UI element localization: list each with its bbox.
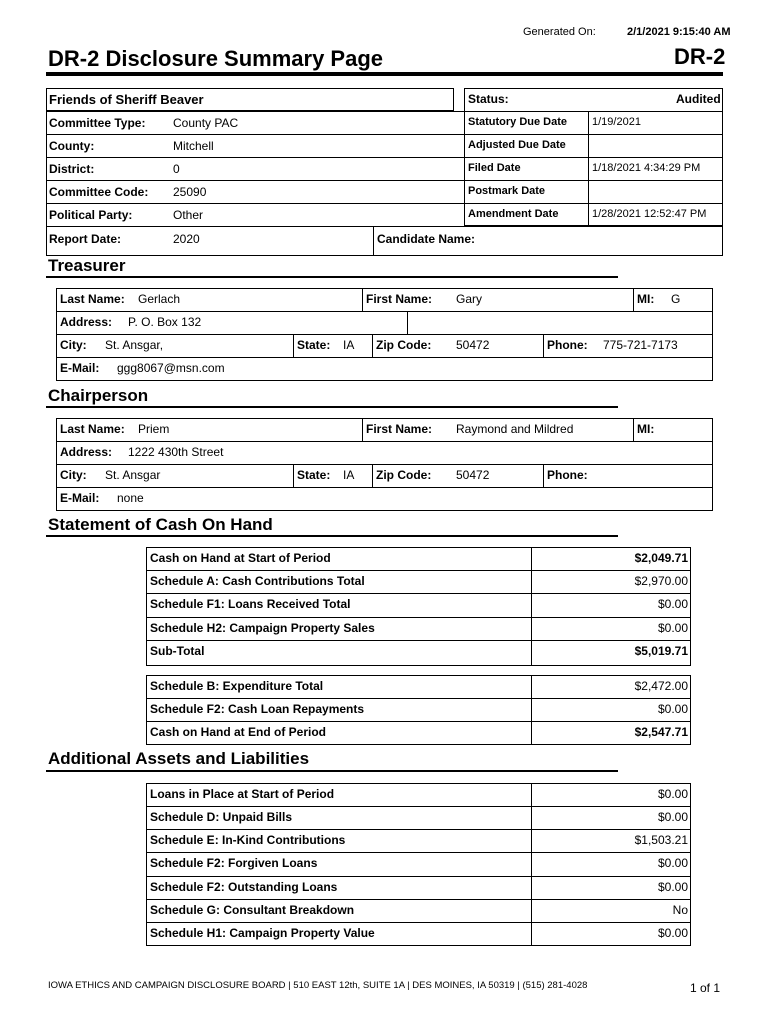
amendment-date-value: 1/28/2021 12:52:47 PM [592, 208, 707, 220]
treasurer-state-label: State: [297, 338, 331, 352]
assets-row-value: No [672, 903, 688, 917]
treasurer-address: P. O. Box 132 [128, 315, 202, 329]
cash-row-value: $0.00 [657, 597, 688, 611]
treasurer-city-label: City: [60, 338, 87, 352]
chairperson-state-label: State: [297, 468, 331, 482]
postmark-date-label: Postmark Date [468, 185, 546, 197]
assets-row-label: Schedule E: In-Kind Contributions [150, 833, 346, 847]
status-badge: Audited [676, 92, 721, 106]
candidate-name-label: Candidate Name: [377, 232, 476, 246]
treasurer-first: Gary [456, 292, 483, 306]
treasurer-state: IA [343, 338, 355, 352]
assets-row-label: Loans in Place at Start of Period [150, 787, 335, 801]
chairperson-state: IA [343, 468, 355, 482]
cash-row-label: Cash on Hand at Start of Period [150, 551, 331, 565]
amendment-date-label: Amendment Date [468, 208, 559, 220]
county-label: County: [49, 139, 95, 153]
statutory-due-value: 1/19/2021 [592, 116, 641, 128]
form-code: DR-2 [674, 44, 726, 69]
assets-row-label: Schedule F2: Outstanding Loans [150, 880, 338, 894]
chairperson-city: St. Ansgar [105, 468, 161, 482]
chairperson-last: Priem [138, 422, 170, 436]
treasurer-email: ggg8067@msn.com [117, 361, 225, 375]
county-value: Mitchell [173, 139, 214, 153]
cash-row-value: $2,049.71 [634, 551, 688, 565]
chairperson-first: Raymond and Mildred [456, 422, 574, 436]
political-party-label: Political Party: [49, 208, 133, 222]
cash-heading: Statement of Cash On Hand [48, 515, 273, 534]
generated-on-value: 2/1/2021 9:15:40 AM [627, 26, 731, 38]
assets-row-value: $0.00 [657, 926, 688, 940]
footer-address: IOWA ETHICS AND CAMPAIGN DISCLOSURE BOARD | 510 EAST 12th, SUITE 1A | DES MOINES, IA 50319 | (515) 281-4028 [48, 980, 588, 991]
filed-date-label: Filed Date [468, 162, 521, 174]
assets-heading: Additional Assets and Liabilities [48, 749, 310, 768]
treasurer-mi-label: MI: [637, 292, 655, 306]
cash-row-label: Schedule A: Cash Contributions Total [150, 574, 365, 588]
committee-type-value: County PAC [173, 116, 239, 130]
assets-row-value: $1,503.21 [634, 833, 688, 847]
chairperson-email: none [117, 491, 144, 505]
cash-row-value: $0.00 [657, 702, 688, 716]
chairperson-zip-label: Zip Code: [376, 468, 432, 482]
cash-row-value: $2,472.00 [634, 679, 688, 693]
chairperson-last-label: Last Name: [60, 422, 125, 436]
treasurer-heading: Treasurer [48, 256, 126, 275]
chairperson-first-label: First Name: [366, 422, 433, 436]
treasurer-email-label: E-Mail: [60, 361, 100, 375]
committee-type-label: Committee Type: [49, 116, 146, 130]
political-party-value: Other [173, 208, 204, 222]
treasurer-zip: 50472 [456, 338, 490, 352]
generated-on-label: Generated On: [523, 26, 596, 38]
assets-row-label: Schedule H1: Campaign Property Value [150, 926, 375, 940]
title-rule [46, 72, 723, 76]
chairperson-address: 1222 430th Street [128, 445, 224, 459]
chairperson-heading: Chairperson [48, 386, 149, 405]
filed-date-value: 1/18/2021 4:34:29 PM [592, 162, 701, 174]
assets-row-value: $0.00 [657, 810, 688, 824]
district-label: District: [49, 162, 95, 176]
treasurer-address-label: Address: [60, 315, 113, 329]
treasurer-last-label: Last Name: [60, 292, 125, 306]
report-date-label: Report Date: [49, 232, 122, 246]
committee-code-label: Committee Code: [49, 185, 149, 199]
cash-row-label: Schedule F2: Cash Loan Repayments [150, 702, 365, 716]
treasurer-zip-label: Zip Code: [376, 338, 432, 352]
cash-row-value: $2,970.00 [634, 574, 688, 588]
treasurer-phone-label: Phone: [547, 338, 588, 352]
page-number: 1 of 1 [690, 981, 721, 995]
chairperson-city-label: City: [60, 468, 87, 482]
status-label: Status: [468, 92, 509, 106]
assets-row-value: $0.00 [657, 787, 688, 801]
cash-row-label: Schedule F1: Loans Received Total [150, 597, 351, 611]
treasurer-first-label: First Name: [366, 292, 433, 306]
assets-row-label: Schedule G: Consultant Breakdown [150, 903, 355, 917]
treasurer-phone: 775-721-7173 [603, 338, 678, 352]
cash-end-label: Cash on Hand at End of Period [150, 725, 327, 739]
assets-row-label: Schedule F2: Forgiven Loans [150, 856, 318, 870]
chairperson-email-label: E-Mail: [60, 491, 100, 505]
cash-subtotal-value: $5,019.71 [634, 644, 688, 658]
cash-subtotal-label: Sub-Total [150, 644, 205, 658]
assets-row-label: Schedule D: Unpaid Bills [150, 810, 293, 824]
assets-row-value: $0.00 [657, 856, 688, 870]
treasurer-city: St. Ansgar, [105, 338, 164, 352]
cash-row-label: Schedule H2: Campaign Property Sales [150, 621, 375, 635]
chairperson-address-label: Address: [60, 445, 113, 459]
committee-code-value: 25090 [173, 185, 207, 199]
cash-row-label: Schedule B: Expenditure Total [150, 679, 324, 693]
report-date-value: 2020 [173, 232, 200, 246]
treasurer-mi: G [671, 292, 681, 306]
cash-row-value: $0.00 [657, 621, 688, 635]
page-title: DR-2 Disclosure Summary Page [48, 46, 384, 71]
statutory-due-label: Statutory Due Date [468, 116, 568, 128]
assets-row-value: $0.00 [657, 880, 688, 894]
chairperson-phone-label: Phone: [547, 468, 588, 482]
chairperson-mi-label: MI: [637, 422, 655, 436]
chairperson-zip: 50472 [456, 468, 490, 482]
district-value: 0 [173, 162, 180, 176]
cash-end-value: $2,547.71 [634, 725, 688, 739]
committee-name: Friends of Sheriff Beaver [49, 92, 204, 107]
adjusted-due-label: Adjusted Due Date [468, 139, 566, 151]
treasurer-last: Gerlach [138, 292, 181, 306]
